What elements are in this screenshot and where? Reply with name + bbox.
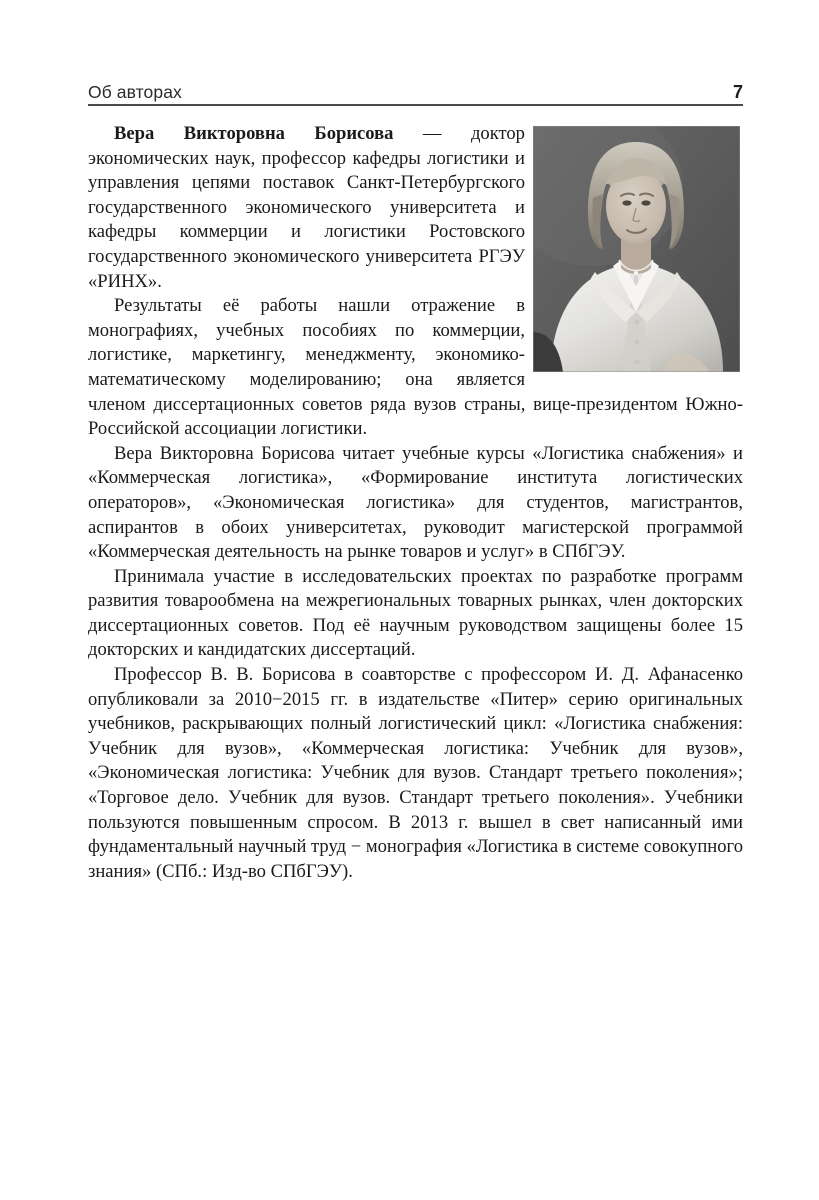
page-number: 7	[732, 82, 743, 102]
portrait-float-spacer	[525, 122, 743, 378]
article-body	[88, 122, 743, 884]
paragraph-results: Результаты её работы нашли отражение в монографиях, учебных пособиях по коммерции, логистике, маркетингу, менеджменту, экономико-математическому моделированию; она является членом диссертационных советов ряда вузов страны, вице-президентом Южно-Российской ассоциации логистики.	[88, 295, 743, 440]
running-head	[88, 76, 743, 106]
paragraph-courses: Вера Викторовна Борисова читает учебные курсы «Логистика снабжения» и «Коммерческая логистика», «Формирование института логистических операторов», «Экономическая логистика» для студентов, магистрантов, аспирантов в обоих университетах, руководит магистерской программой «Коммерческая деятельность на рынке товаров и услуг» в СПбГЭУ.	[88, 442, 743, 563]
author-name: Вера Викторовна Борисова	[114, 123, 394, 144]
paragraph-intro-text: — доктор экономических наук, профессор кафедры логистики и управления цепями поставок Санкт-Петербургского государственного экономического университета и кафедры коммерции и логистики Ростовского государственного экономического университета РГЭУ «РИНХ».	[88, 123, 525, 292]
paragraph-publications: Профессор В. В. Борисова в соавторстве с профессором И. Д. Афанасенко опубликовали за 2010−2015 гг. в издательстве «Питер» серию оригинальных учебников, раскрывающих полный логистический цикл: «Логистика снабжения: Учебник для вузов», «Коммерческая логистика: Учебник для вузов», «Экономическая логистика: Учебник для вузов. Стандарт третьего поколения»; «Торговое дело. Учебник для вузов. Стандарт третьего поколения». Учебники пользуются повышенным спросом. В 2013 г. вышел в свет написанный ими фундаментальный научный труд − монография «Логистика в системе совокупного знания» (СПб.: Изд-во СПбГЭУ).	[88, 664, 743, 882]
paragraph-projects: Принимала участие в исследовательских проектах по разработке программ развития товарообмена на межрегиональных товарных рынках, член докторских диссертационных советов. Под её научным руководством защищены более 15 докторских и кандидатских диссертаций.	[88, 565, 743, 661]
running-head-title: Об авторах	[88, 81, 182, 102]
